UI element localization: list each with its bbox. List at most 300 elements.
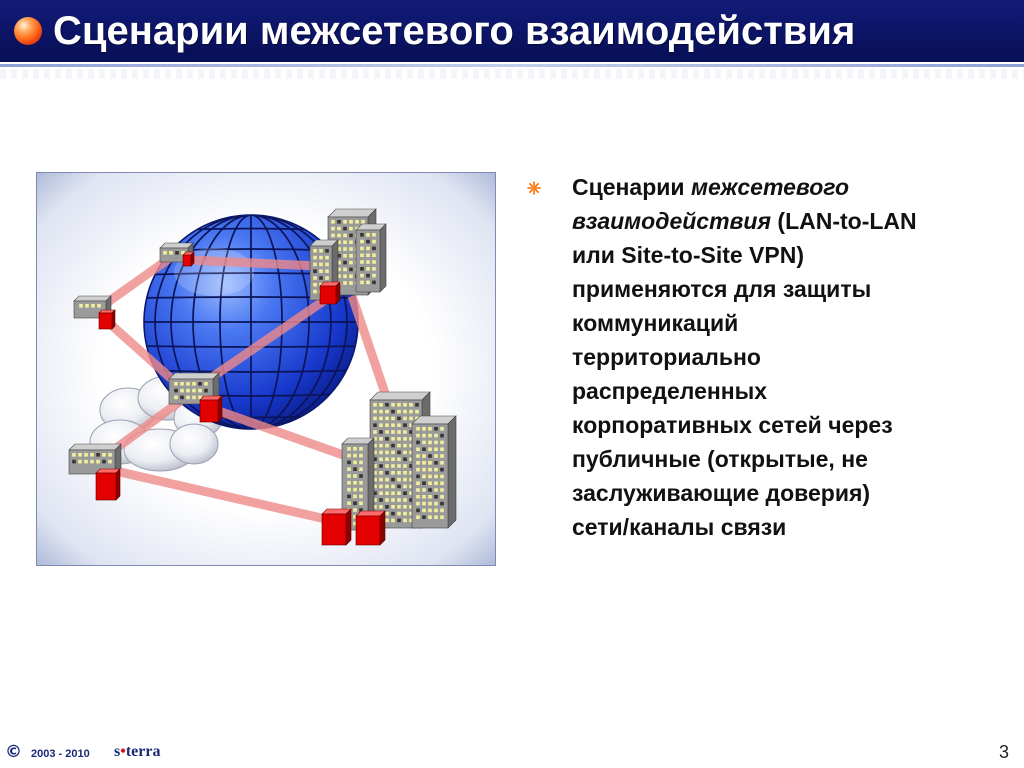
header-rule-accent <box>0 64 1024 67</box>
building-window <box>175 251 179 255</box>
building-window <box>85 304 89 308</box>
building-window <box>360 267 364 271</box>
building-window <box>372 247 376 251</box>
building-window <box>353 454 357 458</box>
building-window <box>416 502 420 506</box>
building-window <box>391 444 395 448</box>
building-window <box>174 389 178 393</box>
building-window <box>353 495 357 499</box>
building-window <box>337 227 341 231</box>
building-window <box>434 509 438 513</box>
building-window <box>349 240 353 244</box>
building-window <box>379 444 383 448</box>
building-window <box>422 509 426 513</box>
building-window <box>416 447 420 451</box>
building-window <box>397 451 401 455</box>
building-window <box>428 502 432 506</box>
building-window <box>347 488 351 492</box>
building-window <box>79 304 83 308</box>
building-window <box>403 457 407 461</box>
building-window <box>78 460 82 464</box>
bullet-text-body: (LAN-to-LAN или Site-to-Site VPN) применяются для защиты коммуникаций территориально распределенных корпоративных сетей через публичные (открытые, не заслуживающие доверия) сети/каналы связи <box>572 208 917 540</box>
building-window <box>325 256 329 260</box>
building-window <box>353 481 357 485</box>
building-window <box>372 253 376 257</box>
building-window <box>397 410 401 414</box>
building-window <box>397 444 401 448</box>
building-window <box>198 389 202 393</box>
building-window <box>372 240 376 244</box>
building-window <box>379 417 383 421</box>
gateway-side <box>336 282 340 304</box>
building-window <box>331 227 335 231</box>
building-window <box>373 430 377 434</box>
building-window <box>391 423 395 427</box>
building-window <box>198 382 202 386</box>
building-window <box>385 437 389 441</box>
building-window <box>416 495 420 499</box>
building-window <box>403 451 407 455</box>
gateway-front <box>183 255 191 266</box>
bullet-text <box>572 170 1020 544</box>
building-window <box>434 461 438 465</box>
gateway-side <box>116 469 120 500</box>
building-window <box>108 453 112 457</box>
building-window <box>428 461 432 465</box>
gateway-front <box>200 400 218 422</box>
building-window <box>360 240 364 244</box>
building-window <box>78 453 82 457</box>
building-window <box>434 475 438 479</box>
building-window <box>343 227 347 231</box>
building-window <box>353 508 357 512</box>
building-window <box>359 495 363 499</box>
building-window <box>313 256 317 260</box>
building-window <box>361 220 365 224</box>
building-window <box>385 423 389 427</box>
building-window <box>409 410 413 414</box>
building-window <box>347 454 351 458</box>
building-window <box>366 240 370 244</box>
building-window <box>397 423 401 427</box>
building-window <box>416 454 420 458</box>
gateway-side <box>112 310 115 329</box>
building-window <box>366 260 370 264</box>
building-window <box>397 464 401 468</box>
building-window <box>416 488 420 492</box>
building-window <box>422 515 426 519</box>
building-window <box>90 460 94 464</box>
building-window <box>403 505 407 509</box>
building-window <box>391 471 395 475</box>
building-window <box>422 468 426 472</box>
building-window <box>96 460 100 464</box>
building-window <box>428 488 432 492</box>
building-window <box>359 481 363 485</box>
building-window <box>440 481 444 485</box>
building-window <box>409 417 413 421</box>
building-roof <box>69 444 121 450</box>
building-window <box>403 471 407 475</box>
building-window <box>180 382 184 386</box>
building-window <box>397 512 401 516</box>
gateway-side <box>380 511 385 545</box>
building-window <box>373 410 377 414</box>
building-window <box>366 253 370 257</box>
building-window <box>440 454 444 458</box>
building-window <box>102 460 106 464</box>
building-window <box>440 441 444 445</box>
building-window <box>180 389 184 393</box>
building-window <box>379 505 383 509</box>
building-window <box>343 254 347 258</box>
building-window <box>397 437 401 441</box>
building-window <box>397 430 401 434</box>
building-window <box>372 267 376 271</box>
building-window <box>403 498 407 502</box>
building-window <box>349 254 353 258</box>
building-window <box>372 281 376 285</box>
building-window <box>349 234 353 238</box>
building-window <box>416 515 420 519</box>
building-window <box>385 519 389 523</box>
building-window <box>379 464 383 468</box>
building-window <box>391 410 395 414</box>
building-window <box>72 453 76 457</box>
building-window <box>403 403 407 407</box>
building-window <box>343 220 347 224</box>
building-window <box>353 461 357 465</box>
building-window <box>359 467 363 471</box>
building-window <box>337 220 341 224</box>
building-window <box>409 403 413 407</box>
building-window <box>360 281 364 285</box>
building-window <box>397 491 401 495</box>
building-window <box>108 460 112 464</box>
building-window <box>422 502 426 506</box>
building-window <box>325 269 329 273</box>
building-window <box>385 512 389 516</box>
building-window <box>319 256 323 260</box>
building-window <box>391 403 395 407</box>
building-window <box>360 233 364 237</box>
building-window <box>337 234 341 238</box>
slide-title: Сценарии межсетевого взаимодействия <box>53 9 856 53</box>
building-window <box>391 451 395 455</box>
network-diagram <box>36 172 496 566</box>
building-window <box>391 478 395 482</box>
title-bar <box>0 0 1024 62</box>
building-window <box>379 478 383 482</box>
building-window <box>440 515 444 519</box>
building-window <box>391 498 395 502</box>
building-window <box>313 249 317 253</box>
building-window <box>180 396 184 400</box>
building-window <box>349 261 353 265</box>
building-window <box>428 427 432 431</box>
building-window <box>422 475 426 479</box>
building-window <box>434 515 438 519</box>
building-window <box>379 498 383 502</box>
building-window <box>319 276 323 280</box>
building-side <box>380 224 386 292</box>
building-window <box>397 498 401 502</box>
building-window <box>403 410 407 414</box>
building-side <box>448 416 456 528</box>
building-window <box>397 457 401 461</box>
building-window <box>313 283 317 287</box>
building-window <box>403 417 407 421</box>
building-window <box>422 434 426 438</box>
building-window <box>391 464 395 468</box>
gateway-front <box>320 286 336 304</box>
building-window <box>397 485 401 489</box>
building-window <box>379 471 383 475</box>
building-window <box>391 491 395 495</box>
building-window <box>186 396 190 400</box>
building-window <box>343 240 347 244</box>
building-window <box>428 481 432 485</box>
building-window <box>403 444 407 448</box>
building-window <box>347 461 351 465</box>
building-roof <box>160 243 193 248</box>
building-window <box>347 495 351 499</box>
building-window <box>347 467 351 471</box>
building-window <box>385 491 389 495</box>
building-window <box>373 423 377 427</box>
building-window <box>434 502 438 506</box>
logo-suffix: terra <box>125 743 161 760</box>
building-window <box>440 475 444 479</box>
building-window <box>97 304 101 308</box>
building-window <box>313 290 317 294</box>
building-window <box>96 453 100 457</box>
building-window <box>391 512 395 516</box>
logo-prefix: s <box>114 743 121 760</box>
building-window <box>353 447 357 451</box>
building-window <box>204 382 208 386</box>
building-window <box>186 389 190 393</box>
building-window <box>360 274 364 278</box>
building-window <box>428 515 432 519</box>
building-window <box>353 467 357 471</box>
building-window <box>319 269 323 273</box>
building-window <box>385 498 389 502</box>
building-window <box>379 451 383 455</box>
building-window <box>373 417 377 421</box>
building-window <box>349 227 353 231</box>
building-window <box>434 468 438 472</box>
building-window <box>359 488 363 492</box>
building-window <box>366 233 370 237</box>
building-window <box>440 488 444 492</box>
building-window <box>428 468 432 472</box>
building-window <box>360 253 364 257</box>
building-window <box>353 501 357 505</box>
building-window <box>434 441 438 445</box>
building-window <box>313 263 317 267</box>
building-window <box>403 464 407 468</box>
building-window <box>91 304 95 308</box>
building-window <box>84 460 88 464</box>
building-window <box>347 501 351 505</box>
building-window <box>403 485 407 489</box>
cloud-puff <box>170 424 218 464</box>
building-window <box>440 509 444 513</box>
building-window <box>416 481 420 485</box>
building-window <box>440 434 444 438</box>
building-window <box>163 251 167 255</box>
building-window <box>343 274 347 278</box>
logo-dot: • <box>120 743 126 760</box>
building-window <box>434 434 438 438</box>
building-roof <box>370 392 430 400</box>
building-window <box>428 475 432 479</box>
building-window <box>385 478 389 482</box>
building-window <box>349 281 353 285</box>
building-window <box>422 461 426 465</box>
bullet-text-lead: Сценарии <box>572 174 691 200</box>
building-window <box>416 509 420 513</box>
gateway-front <box>356 516 380 545</box>
building-window <box>372 260 376 264</box>
building-window <box>416 468 420 472</box>
building-window <box>440 427 444 431</box>
building-window <box>102 453 106 457</box>
building-window <box>366 281 370 285</box>
building-window <box>379 491 383 495</box>
building-window <box>422 454 426 458</box>
building-window <box>366 247 370 251</box>
building-window <box>349 274 353 278</box>
building-window <box>434 427 438 431</box>
building-window <box>366 274 370 278</box>
building-window <box>385 403 389 407</box>
building-window <box>403 437 407 441</box>
building-window <box>434 488 438 492</box>
building-window <box>403 423 407 427</box>
building-window <box>428 495 432 499</box>
building-window <box>385 471 389 475</box>
building-window <box>397 403 401 407</box>
building-window <box>440 461 444 465</box>
building-window <box>385 485 389 489</box>
building-window <box>385 457 389 461</box>
building-window <box>440 495 444 499</box>
gateway-front <box>322 514 346 545</box>
building-window <box>428 454 432 458</box>
building-window <box>379 403 383 407</box>
building-window <box>434 454 438 458</box>
building-window <box>359 454 363 458</box>
building-window <box>372 233 376 237</box>
building-window <box>313 276 317 280</box>
building-window <box>422 495 426 499</box>
building-window <box>416 475 420 479</box>
vpn-gateway-icon <box>322 509 351 545</box>
building-window <box>385 464 389 468</box>
building-window <box>416 427 420 431</box>
gateway-side <box>346 509 351 545</box>
building-window <box>379 410 383 414</box>
building-window <box>343 281 347 285</box>
building-window <box>403 478 407 482</box>
title-bullet-icon <box>14 17 42 45</box>
building-roof <box>169 373 219 379</box>
building-window <box>422 488 426 492</box>
page-number: 3 <box>999 742 1010 762</box>
building-window <box>422 447 426 451</box>
copyright-icon: © <box>5 742 22 762</box>
header-ghost-pattern <box>0 69 1024 79</box>
building-window <box>403 519 407 523</box>
vpn-gateway-icon <box>320 282 340 304</box>
building-window <box>422 441 426 445</box>
building-window <box>391 430 395 434</box>
building-window <box>385 430 389 434</box>
building-window <box>313 269 317 273</box>
building-window <box>373 403 377 407</box>
building-window <box>391 485 395 489</box>
building-window <box>416 461 420 465</box>
building-window <box>192 389 196 393</box>
building-window <box>360 260 364 264</box>
building-window <box>347 447 351 451</box>
building-window <box>379 485 383 489</box>
building-window <box>174 396 178 400</box>
building-window <box>385 451 389 455</box>
building-window <box>174 382 178 386</box>
building-window <box>416 441 420 445</box>
building-window <box>397 417 401 421</box>
building-window <box>434 447 438 451</box>
gateway-front <box>99 313 112 329</box>
building-window <box>422 427 426 431</box>
building-window <box>415 410 419 414</box>
building-window <box>325 263 329 267</box>
gateway-front <box>96 473 116 500</box>
building-window <box>359 474 363 478</box>
bullet-text-emphasis: межсетевого взаимодействия <box>572 174 850 234</box>
building-window <box>415 403 419 407</box>
building-window <box>440 502 444 506</box>
vpn-gateway-icon <box>96 469 120 500</box>
headquarters-tower <box>356 224 386 292</box>
building-window <box>72 460 76 464</box>
vpn-link <box>190 260 318 266</box>
building-window <box>349 220 353 224</box>
building-window <box>349 268 353 272</box>
building-window <box>379 457 383 461</box>
vpn-gateway-icon <box>183 252 194 266</box>
building-window <box>397 478 401 482</box>
building-window <box>379 430 383 434</box>
building-window <box>353 488 357 492</box>
building-window <box>379 423 383 427</box>
vpn-gateway-icon <box>200 396 222 422</box>
building-window <box>343 247 347 251</box>
building-window <box>349 247 353 251</box>
building-window <box>347 481 351 485</box>
building-window <box>325 249 329 253</box>
building-window <box>192 382 196 386</box>
building-window <box>391 457 395 461</box>
building-window <box>366 267 370 271</box>
building-window <box>343 268 347 272</box>
building-window <box>422 481 426 485</box>
building-window <box>347 474 351 478</box>
building-window <box>359 447 363 451</box>
